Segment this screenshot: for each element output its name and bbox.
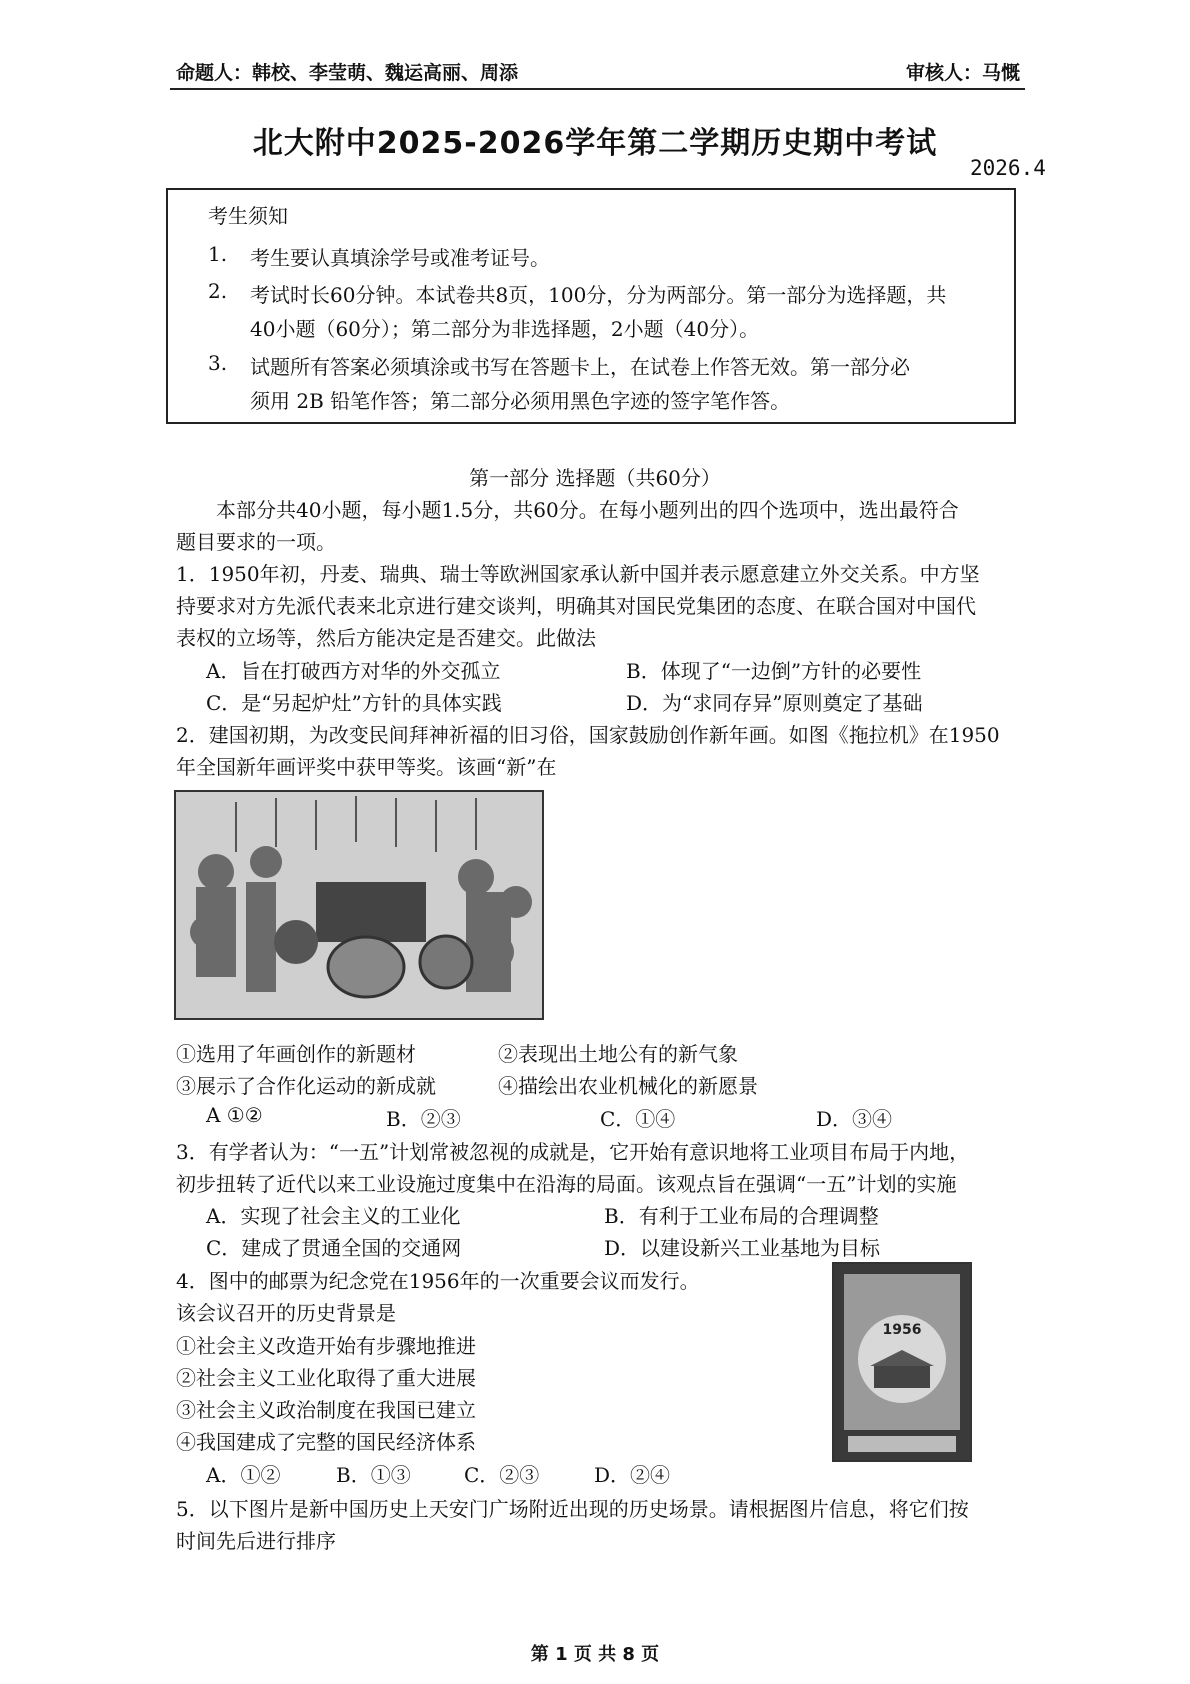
stamp-image (832, 1262, 972, 1462)
notice-item-line: 须用 2B 铅笔作答；第二部分必须用黑色字迹的签字笔作答。 (250, 389, 791, 413)
q1-option-c: C．是“另起炉灶”方针的具体实践 (206, 691, 502, 715)
notice-item-line: 试题所有答案必须填涂或书写在答题卡上，在试卷上作答无效。第一部分必 (250, 355, 910, 379)
q1-stem-line: 1．1950年初，丹麦、瑞典、瑞士等欧洲国家承认新中国并表示愿意建立外交关系。中方坚 (176, 562, 980, 586)
notice-heading: 考生须知 (208, 204, 288, 228)
q3-option-a: A．实现了社会主义的工业化 (206, 1204, 461, 1228)
q1-option-a: A．旨在打破西方对华的外交孤立 (206, 659, 501, 683)
page-footer: 第 1 页 共 8 页 (530, 1644, 660, 1665)
q1-stem-line: 持要求对方先派代表来北京进行建交谈判，明确其对国民党集团的态度、在联合国对中国代 (176, 594, 976, 618)
q4-statement-4: ④我国建成了完整的国民经济体系 (176, 1430, 476, 1454)
q2-option-d: D．③④ (816, 1107, 893, 1131)
q4-statement-3: ③社会主义政治制度在我国已建立 (176, 1398, 476, 1422)
part1-intro-line: 本部分共40小题，每小题1.5分，共60分。在每小题列出的四个选项中，选出最符合 (216, 498, 959, 522)
q1-option-d: D．为“求同存异”原则奠定了基础 (626, 691, 923, 715)
q4-statement-1: ①社会主义改造开始有步骤地推进 (176, 1334, 476, 1358)
notice-item-line: 考生要认真填涂学号或准考证号。 (250, 246, 550, 270)
reviewer: 审核人：马慨 (906, 62, 1021, 84)
q5-stem-line: 时间先后进行排序 (176, 1529, 336, 1553)
q4-stem-line: 该会议召开的历史背景是 (176, 1301, 396, 1325)
exam-date: 2026.4 (970, 156, 1046, 180)
q3-option-c: C．建成了贯通全国的交通网 (206, 1236, 462, 1260)
q4-option-d: D．②④ (594, 1463, 671, 1487)
q4-stem-line: 4．图中的邮票为纪念党在1956年的一次重要会议而发行。 (176, 1269, 700, 1293)
q3-stem-line: 3．有学者认为：“一五”计划常被忽视的成就是，它开始有意识地将工业项目布局于内地， (176, 1140, 970, 1164)
q2-option-b: B．②③ (386, 1107, 461, 1131)
q4-statement-2: ②社会主义工业化取得了重大进展 (176, 1366, 476, 1390)
notice-item-line: 40小题（60分）；第二部分为非选择题，2小题（40分）。 (250, 317, 760, 341)
notice-item-num: 2. (208, 279, 228, 303)
q4-option-b: B．①③ (336, 1463, 411, 1487)
q4-option-a: A．①② (206, 1463, 281, 1487)
part1-intro-line: 题目要求的一项。 (176, 530, 336, 554)
q2-statement-3: ③展示了合作化运动的新成就 (176, 1074, 436, 1098)
header-divider (170, 88, 1025, 90)
notice-item-num: 3. (208, 351, 228, 375)
q2-statement-2: ②表现出土地公有的新气象 (498, 1042, 738, 1066)
q2-statement-4: ④描绘出农业机械化的新愿景 (498, 1074, 758, 1098)
q3-stem-line: 初步扭转了近代以来工业设施过度集中在沿海的局面。该观点旨在强调“一五”计划的实施 (176, 1172, 957, 1196)
q1-option-b: B．体现了“一边倒”方针的必要性 (626, 659, 922, 683)
notice-item-num: 1. (208, 242, 228, 266)
q3-option-b: B．有利于工业布局的合理调整 (604, 1204, 879, 1228)
q3-option-d: D．以建设新兴工业基地为目标 (604, 1236, 881, 1260)
q2-statement-1: ①选用了年画创作的新题材 (176, 1042, 416, 1066)
q2-option-c: C．①④ (600, 1107, 676, 1131)
q2-stem-line: 2．建国初期，为改变民间拜神祈福的旧习俗，国家鼓励创作新年画。如图《拖拉机》在1950 (176, 723, 1000, 747)
q2-option-a: A ①② (206, 1103, 263, 1127)
q2-stem-line: 年全国新年画评奖中获甲等奖。该画“新”在 (176, 755, 557, 779)
q4-option-c: C．②③ (464, 1463, 540, 1487)
q1-stem-line: 表权的立场等，然后方能决定是否建交。此做法 (176, 626, 596, 650)
notice-item-line: 考试时长60分钟。本试卷共8页，100分，分为两部分。第一部分为选择题，共 (250, 283, 947, 307)
tractor-painting-image (174, 790, 544, 1020)
exam-title: 北大附中2025-2026学年第二学期历史期中考试 (252, 126, 938, 161)
stamp-year: 1956 (882, 1322, 922, 1338)
part1-heading: 第一部分 选择题（共60分） (469, 466, 721, 490)
q5-stem-line: 5．以下图片是新中国历史上天安门广场附近出现的历史场景。请根据图片信息，将它们按 (176, 1497, 969, 1521)
authors: 命题人：韩校、李莹萌、魏运高丽、周添 (176, 62, 519, 84)
